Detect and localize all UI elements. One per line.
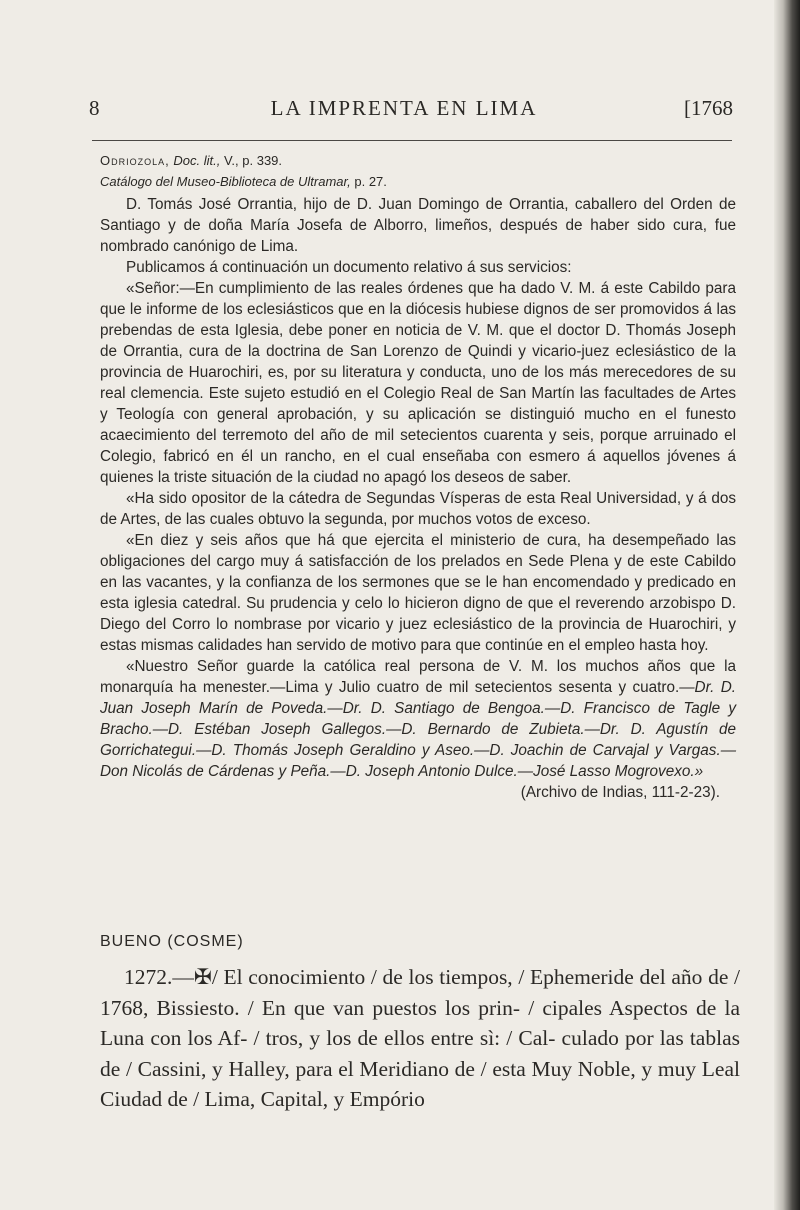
reference-line <box>100 150 736 171</box>
running-head <box>0 96 800 126</box>
reference-author: Odriozola, <box>100 153 170 168</box>
references <box>100 150 736 192</box>
entry-title: / El conocimiento / de los tiempos, / Ephemeride del año de / 1768, Bissiesto. / En que van puestos los prin- / cipales Aspectos de la Luna con los Af- / tros, y los de ellos entre sì: / Cal- culado por las tablas de / Cassini, y Halley, para el Meridiano de / esta Muy Noble, y muy Leal Ciudad de / Lima, Capital, y Empório <box>100 965 740 1111</box>
signatures: —Dr. D. Juan Joseph Marín de Poveda.—Dr. D. Santiago de Bengoa.—D. Francisco de Tagle y Bracho.—D. Estéban Joseph Gallegos.—D. Bernardo de Zubieta.—Dr. D. Agustín de Gorrichategui.—D. Thomás Joseph Geraldino y Aseo.—D. Joachin de Carvajal y Vargas.—Don Nicolás de Cárdenas y Peña.—D. Joseph Antonio Dulce.—José Lasso Mogrovexo.» <box>100 679 736 780</box>
page-edge-shadow <box>774 0 800 1210</box>
section-heading: BUENO (COSME) <box>100 933 244 950</box>
paragraph: «Ha sido opositor de la cátedra de Segundas Vísperas de esta Real Universidad, y á dos de Artes, de las cuales obtuvo la segunda, por muchos votos de exceso. <box>100 490 736 528</box>
paragraph: «Señor:—En cumplimiento de las reales órdenes que ha dado V. M. á este Cabildo para que le informe de los eclesiásticos que en la diócesis hubiese dignos de ser promovidos á las prebendas de esta Iglesia, debe poner en noticia de V. M. que el doctor D. Thomás Joseph de Orrantia, cura de la doctrina de San Lorenzo de Quindi y vicario-juez eclesiástico de la provincia de Huarochiri, es, por su literatura y conducta, uno de los más merecedores de su real clemencia. Este sujeto estudió en el Colegio Real de San Martín las facultades de Artes y Teología con general aprobación, y su aplicación se distinguió mucho en el funesto acaecimiento del terremoto del año de mil setecientos cuarenta y seis, porque arruinado el Colegio, fabricó en él un rancho, en el cual enseñaba con esmero á aquellos jóvenes á quienes la triste situación de la ciudad no apagó los deseos de saber. <box>100 280 736 486</box>
cross-ornament-icon: ✠ <box>193 965 212 989</box>
page-number: 8 <box>89 96 100 120</box>
reference-detail: p. 27. <box>354 174 387 189</box>
running-year: [1768 <box>684 96 733 120</box>
reference-line <box>100 171 736 192</box>
header-rule <box>92 140 732 141</box>
paragraph: Publicamos á continuación un documento relativo á sus servicios: <box>126 259 572 276</box>
paragraph <box>100 656 736 782</box>
bibliographic-entry <box>100 962 740 1115</box>
reference-work: Doc. lit., <box>173 153 221 168</box>
reference-work: Catálogo del Museo-Biblioteca de Ultramar, <box>100 174 351 189</box>
entry-number: 1272.— <box>124 965 194 989</box>
paragraph: «En diez y seis años que há que ejercita el ministerio de cura, ha desempeñado las obligaciones del cargo muy á satisfacción de los prelados en Sede Plena y de este Cabildo en las vacantes, y la confianza de los sermones que se le han encomendado y predicado en esta iglesia catedral. Su prudencia y celo lo hicieron digno de que el reverendo arzobispo D. Diego del Corro lo nombrase por vicario y juez eclesiástico de la provincia de Huarochiri, y estas mismas calidades han servido de motivo para que continúe en el empleo hasta hoy. <box>100 532 736 654</box>
reference-detail: V., p. 339. <box>223 153 283 168</box>
letter-closing: «Nuestro Señor guarde la católica real persona de V. M. los muchos años que la monarquía ha menester.—Lima y Julio cuatro de mil setecientos sesenta y cuatro. <box>100 658 736 696</box>
paragraph: D. Tomás José Orrantia, hijo de D. Juan Domingo de Orrantia, caballero del Orden de Santiago y de doña María Josefa de Alborro, limeños, después de haber sido cura, fue nombrado canónigo de Lima. <box>100 196 736 255</box>
archive-reference: (Archivo de Indias, 111-2-23). <box>520 784 720 801</box>
main-text <box>100 194 736 803</box>
running-title: LA IMPRENTA EN LIMA <box>270 96 538 120</box>
